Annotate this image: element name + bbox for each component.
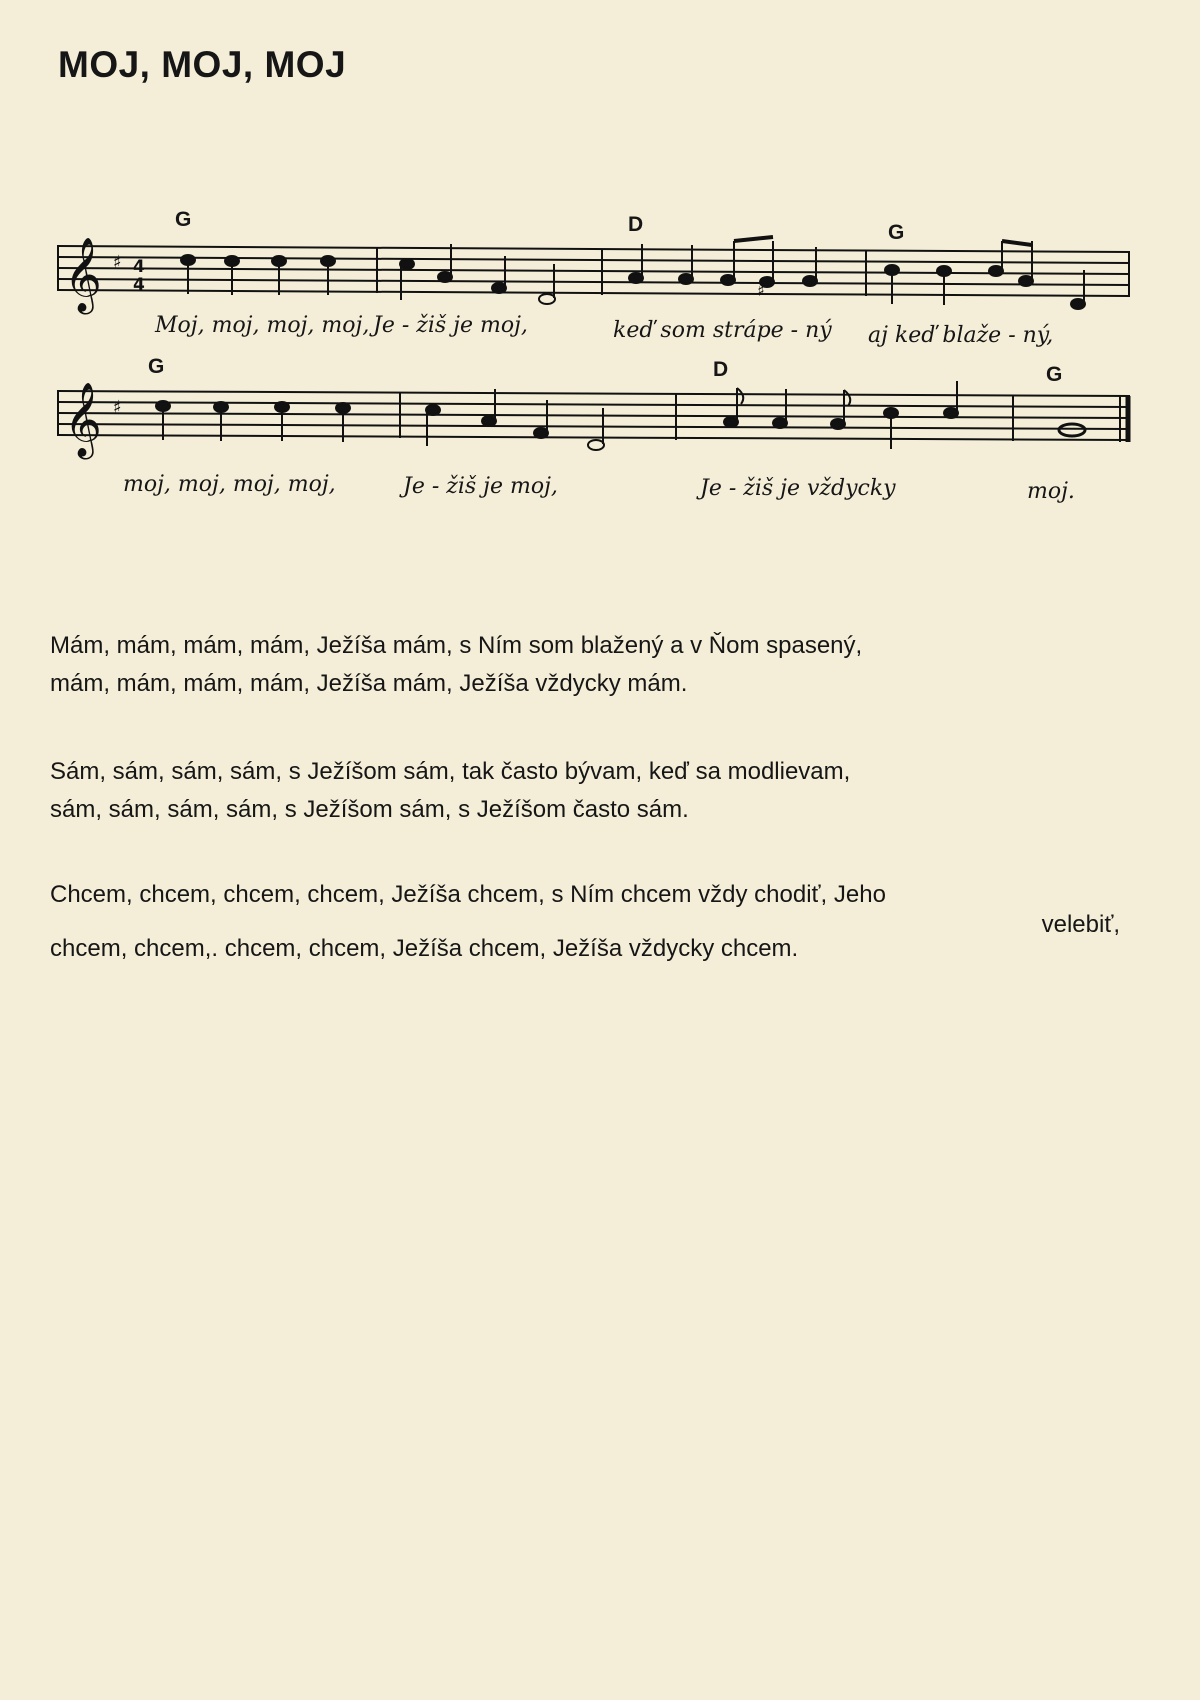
- lyric-2-2: Je - žiš je moj,: [403, 474, 558, 499]
- song-title: MOJ, MOJ, MOJ: [58, 44, 347, 85]
- verse-1: [50, 627, 1160, 703]
- svg-text:♯: ♯: [757, 281, 765, 300]
- svg-text:4: 4: [133, 275, 145, 295]
- svg-text:♯: ♯: [113, 252, 122, 273]
- chord-d-1: D: [628, 213, 644, 236]
- verse-1-line-1: Mám, mám, mám, mám, Ježíša mám, s Ním som blažený a v Ňom spasený,: [50, 632, 863, 659]
- verse-3-line-1: Chcem, chcem, chcem, chcem, Ježíša chcem, s Ním chcem vždy chodiť, Jeho: [50, 881, 886, 908]
- lyric-1-4: aj keď blaže - ný,: [868, 323, 1054, 348]
- lyric-1-2: Je - žiš je moj,: [373, 313, 528, 338]
- lyric-2-1: moj, moj, moj, moj,: [123, 472, 336, 497]
- lyric-2-4: moj.: [1027, 479, 1075, 504]
- svg-text:♯: ♯: [113, 397, 122, 418]
- lyric-1-1: Moj, moj, moj, moj,: [155, 313, 370, 338]
- verse-3-line-2: chcem, chcem,. chcem, chcem, Ježíša chcem, Ježíša vždycky chcem.: [50, 935, 799, 962]
- verse-3-line-1-continued: velebiť,: [1041, 911, 1120, 938]
- verse-2-line-1: Sám, sám, sám, sám, s Ježíšom sám, tak často bývam, keď sa modlievam,: [50, 758, 851, 785]
- svg-text:4: 4: [133, 257, 145, 277]
- verse-2: [50, 753, 1160, 829]
- lyric-1-3: keď som strápe - ný: [613, 318, 832, 343]
- verse-2-line-2: sám, sám, sám, sám, s Ježíšom sám, s Ježíšom často sám.: [50, 796, 689, 823]
- verse-1-line-2: mám, mám, mám, mám, Ježíša mám, Ježíša vždycky mám.: [50, 670, 688, 697]
- chord-g-2: G: [888, 221, 905, 244]
- chord-d-2: D: [713, 358, 729, 381]
- svg-text:𝄞: 𝄞: [64, 238, 102, 312]
- chord-g-3: G: [148, 355, 165, 378]
- verse-3: [50, 880, 1160, 964]
- svg-text:𝄞: 𝄞: [64, 383, 102, 457]
- lyric-2-3: Je - žiš je vždycky: [700, 476, 896, 501]
- chord-g-4: G: [1046, 363, 1063, 386]
- chord-g-1: G: [175, 208, 192, 231]
